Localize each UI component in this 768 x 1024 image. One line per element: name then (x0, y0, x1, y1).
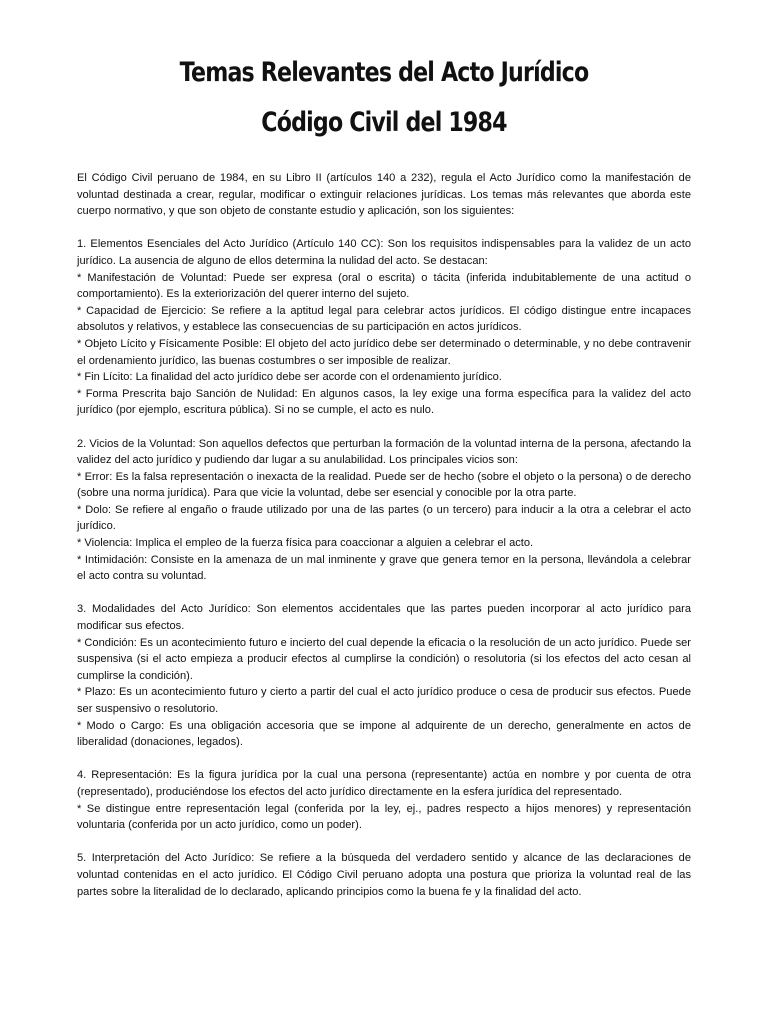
section-2 (77, 436, 691, 585)
section-1 (77, 236, 691, 419)
section-heading: 1. Elementos Esenciales del Acto Jurídico (Artículo 140 CC): Son los requisitos indispensables para la validez de un acto jurídico. La ausencia de alguno de ellos determina la nulidad del acto. Se destacan: (77, 238, 691, 267)
list-item: * Fin Lícito: La finalidad del acto jurídico debe ser acorde con el ordenamiento jurídico. (77, 371, 502, 384)
list-item: * Dolo: Se refiere al engaño o fraude utilizado por una de las partes (o un tercero) para inducir a la otra a celebrar el acto jurídico. (77, 503, 691, 533)
list-item: * Plazo: Es un acontecimiento futuro y cierto a partir del cual el acto jurídico produce o cesa de producir sus efectos. Puede ser suspensivo o resolutorio. (77, 686, 691, 715)
section-4 (77, 767, 691, 833)
section-3 (77, 601, 691, 750)
section-heading: 5. Interpretación del Acto Jurídico: Se refiere a la búsqueda del verdadero sentido y alcance de las declaraciones de voluntad contenidas en el acto jurídico. El Código Civil peruano adopta una postura que prioriza la voluntad real de las partes sobre la literalidad de lo declarado, aplicando principios como la buena fe y la finalidad del acto. (77, 852, 691, 898)
page-subtitle: Código Civil del 1984 (261, 107, 507, 138)
list-item: * Objeto Lícito y Físicamente Posible: El objeto del acto jurídico debe ser determinado o determinable, y no debe contravenir el ordenamiento jurídico, las buenas costumbres o ser imposible de realizar. (77, 337, 691, 367)
list-item: * Forma Prescrita bajo Sanción de Nulidad: En algunos casos, la ley exige una forma específica para la validez del acto jurídico (por ejemplo, escritura pública). Si no se cumple, el acto es nulo. (77, 387, 691, 417)
list-item: * Condición: Es un acontecimiento futuro e incierto del cual depende la eficacia o la resolución de un acto jurídico. Puede ser suspensiva (si el acto empieza a producir efectos al cumplirse la condición) o resolutoria (si los efectos del acto cesan al cumplirse la condición). (77, 636, 691, 682)
list-item: * Intimidación: Consiste en la amenaza de un mal inminente y grave que genera temor en la persona, llevándola a celebrar el acto contra su voluntad. (77, 553, 691, 583)
section-heading: 4. Representación: Es la figura jurídica por la cual una persona (representante) actúa en nombre y por cuenta de otra (representado), produciéndose los efectos del acto jurídico directamente en la esfera jurídica del representado. (77, 769, 691, 798)
title-block (77, 48, 691, 148)
list-item: * Capacidad de Ejercicio: Se refiere a la aptitud legal para celebrar actos jurídicos. El código distingue entre incapaces absolutos y relativos, y establece las consecuencias de su participación en actos jurídicos. (77, 304, 691, 334)
list-item: * Error: Es la falsa representación o inexacta de la realidad. Puede ser de hecho (sobre el objeto o la persona) o de derecho (sobre una norma jurídica). Para que vicie la voluntad, debe ser esencial y conocible por la otra parte. (77, 470, 691, 500)
list-item: * Manifestación de Voluntad: Puede ser expresa (oral o escrita) o tácita (inferida indubitablemente de una actitud o comportamiento). Es la exteriorización del querer interno del sujeto. (77, 271, 691, 301)
list-item: * Se distingue entre representación legal (conferida por la ley, ej., padres respecto a hijos menores) y representación voluntaria (conferida por un acto jurídico, como un poder). (77, 802, 691, 832)
document-body (77, 170, 691, 900)
page-title: Temas Relevantes del Acto Jurídico (179, 57, 589, 88)
list-item: * Violencia: Implica el empleo de la fuerza física para coaccionar a alguien a celebrar el acto. (77, 537, 534, 550)
list-item: * Modo o Cargo: Es una obligación accesoria que se impone al adquirente de un derecho, generalmente en actos de liberalidad (donaciones, legados). (77, 719, 691, 749)
section-heading: 3. Modalidades del Acto Jurídico: Son elementos accidentales que las partes pueden incorporar al acto jurídico para modificar sus efectos. (77, 603, 691, 633)
section-heading: 2. Vicios de la Voluntad: Son aquellos defectos que perturban la formación de la voluntad interna de la persona, afectando la validez del acto jurídico y pudiendo dar lugar a su anulabilidad. Los principales vicios son: (77, 437, 691, 467)
intro-paragraph: El Código Civil peruano de 1984, en su Libro II (artículos 140 a 232), regula el Acto Jurídico como la manifestación de voluntad destinada a crear, regular, modificar o extinguir relaciones jurídicas. Los temas más relevantes que aborda este cuerpo normativo, y que son objeto de constante estudio y aplicación, son los siguientes: (77, 172, 691, 218)
section-5 (77, 850, 691, 900)
